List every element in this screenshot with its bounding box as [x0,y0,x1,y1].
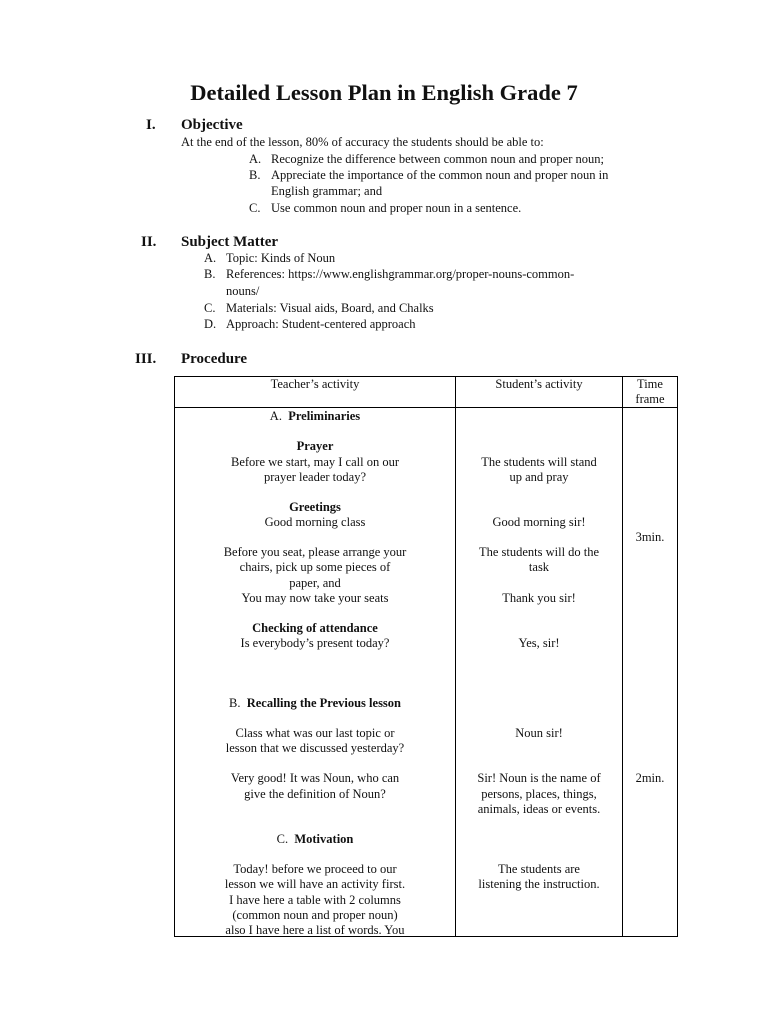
student-motivation-line-2: listening the instruction. [478,877,600,892]
objective-item-a: Recognize the difference between common noun and proper noun; [271,152,604,166]
teacher-greetings: Good morning class [264,515,366,530]
subject-item-b-label: B. [204,267,216,281]
subject-item-d: Approach: Student-centered approach [226,317,416,331]
subject-item-d-label: D. [204,317,217,331]
student-recall: Noun sir! [515,726,563,741]
teacher-recall-line-1: Class what was our last topic or [235,726,395,741]
student-prayer-line-1: The students will stand [481,455,597,470]
teacher-verygood-line-1: Very good! It was Noun, who can [230,771,400,786]
student-thanks: Thank you sir! [502,591,576,606]
recall-heading: B. Recalling the Previous lesson [229,696,401,711]
teacher-arrange-line-2: chairs, pick up some pieces of [239,560,391,575]
teacher-motivation-line-3: I have here a table with 2 columns [229,893,401,908]
teacher-recall-line-2: lesson that we discussed yesterday? [225,741,405,756]
section-number-procedure: III. [135,351,157,367]
objective-item-b-line-1: Appreciate the importance of the common noun and proper noun in [271,168,609,182]
teacher-prayer-line-2: prayer leader today? [263,470,367,485]
subject-item-b-line-2: nouns/ [226,284,260,298]
student-definition-line-2: persons, places, things, [481,787,597,802]
attendance-heading: Checking of attendance [252,621,378,636]
teacher-arrange-line-3: paper, and [289,576,341,591]
student-prayer-line-2: up and pray [509,470,569,485]
section-number-subject-matter: II. [141,234,157,250]
section-title-objective: Objective [181,117,243,133]
student-greetings: Good morning sir! [492,515,586,530]
student-attendance: Yes, sir! [518,636,560,651]
header-teacher-activity: Teacher’s activity [175,377,456,408]
prayer-heading: Prayer [296,439,334,454]
subject-item-c-label: C. [204,301,216,315]
section-number-objective: I. [146,117,156,133]
time-frame-2: 2min. [635,771,665,786]
objective-intro: At the end of the lesson, 80% of accuracy the students should be able to: [181,135,544,149]
objective-item-a-label: A. [249,152,262,166]
teacher-motivation-line-4: (common noun and proper noun) [232,908,398,923]
header-time-frame: Time frame [623,377,678,408]
time-frame-1: 3min. [635,530,665,545]
teacher-motivation-line-5: also I have here a list of words. You [225,923,405,937]
table-row [175,408,678,937]
section-title-subject-matter: Subject Matter [181,234,279,250]
header-student-activity: Student’s activity [456,377,623,408]
greetings-heading: Greetings [289,500,341,515]
teacher-arrange-line-4: You may now take your seats [241,591,389,606]
student-arrange-line-1: The students will do the [478,545,600,560]
procedure-table [174,376,678,937]
subject-item-a: Topic: Kinds of Noun [226,251,336,265]
document-title: Detailed Lesson Plan in English Grade 7 [190,80,578,105]
teacher-motivation-line-1: Today! before we proceed to our [233,862,397,877]
objective-item-b-line-2: English grammar; and [271,184,383,198]
table-header-row [175,377,678,408]
subject-item-b-line-1: References: https://www.englishgrammar.org/proper-nouns-common- [226,267,575,281]
objective-item-b-label: B. [249,168,261,182]
subject-item-c: Materials: Visual aids, Board, and Chalks [226,301,434,315]
teacher-attendance: Is everybody’s present today? [240,636,390,651]
time-frame-cell [623,408,678,937]
teacher-arrange-line-1: Before you seat, please arrange your [223,545,407,560]
teacher-activity-cell [175,408,456,937]
objective-item-c: Use common noun and proper noun in a sentence. [271,201,522,215]
preliminaries-heading: A. Preliminaries [269,409,361,424]
student-definition-line-1: Sir! Noun is the name of [477,771,601,786]
motivation-heading: C. Motivation [276,832,354,847]
teacher-prayer-line-1: Before we start, may I call on our [231,455,399,470]
objective-item-c-label: C. [249,201,261,215]
subject-item-a-label: A. [204,251,217,265]
teacher-verygood-line-2: give the definition of Noun? [244,787,386,802]
student-motivation-line-1: The students are [498,862,580,877]
student-definition-line-3: animals, ideas or events. [477,802,601,817]
section-title-procedure: Procedure [181,351,248,367]
student-activity-cell [456,408,623,937]
student-arrange-line-2: task [528,560,550,575]
teacher-motivation-line-2: lesson we will have an activity first. [224,877,406,892]
